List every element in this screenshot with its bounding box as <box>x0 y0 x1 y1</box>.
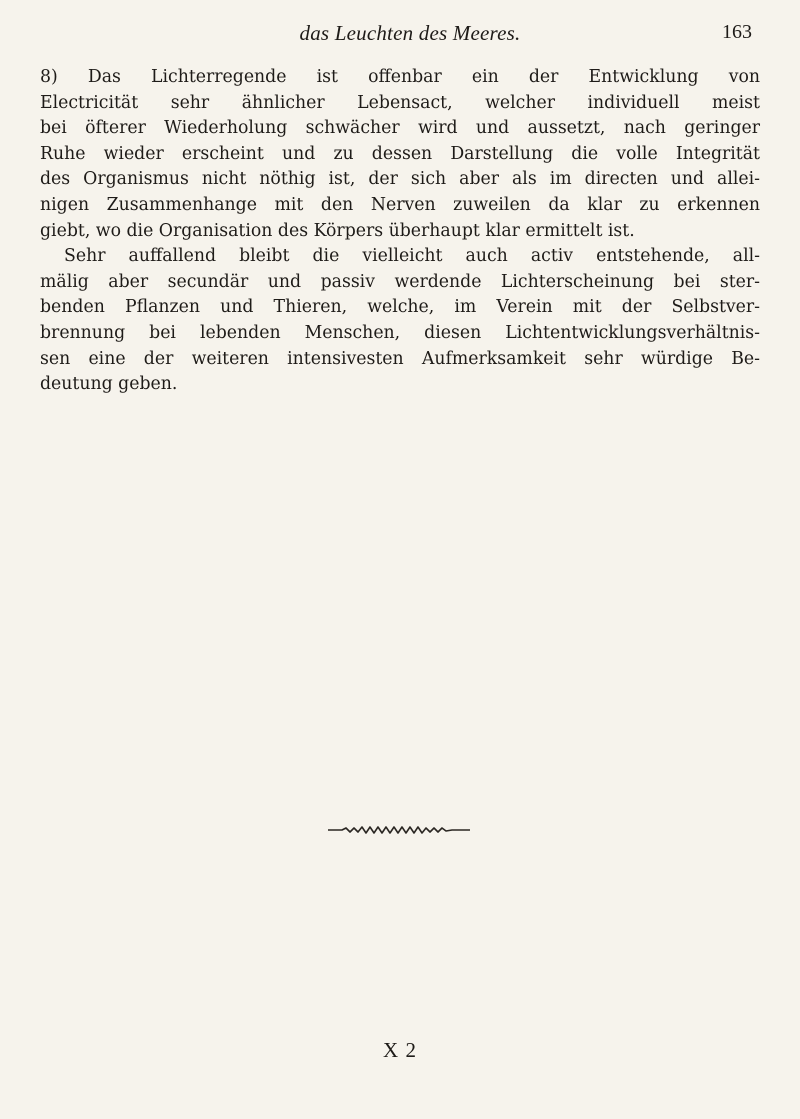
body-text <box>40 65 760 398</box>
text-line: des Organismus nicht nöthig ist, der sich aber als im directen und allei- <box>40 169 760 190</box>
text-line: Ruhe wieder erscheint und zu dessen Darstellung die volle Integrität <box>40 143 760 164</box>
text-line: deutung geben. <box>40 374 178 395</box>
running-head <box>60 21 760 47</box>
text-line: 8) Das Lichterregende ist offenbar ein der Entwicklung von <box>40 67 760 87</box>
text-line: Electricität sehr ähnlicher Lebensact, welcher individuell meist <box>40 92 760 113</box>
text-line: benden Pflanzen und Thieren, welche, im Verein mit der Selbstver- <box>40 297 760 318</box>
text-line: nigen Zusammenhange mit den Nerven zuweilen da klar zu erkennen <box>40 194 760 215</box>
text-line: bei öfterer Wiederholung schwächer wird und aussetzt, nach geringer <box>40 118 760 139</box>
text-line: mälig aber secundär und passiv werdende Lichterscheinung bei ster- <box>40 271 760 292</box>
text-line: brennung bei lebenden Menschen, diesen Lichtentwicklungsverhältnis- <box>40 322 760 343</box>
page-number: 163 <box>722 21 752 43</box>
decorative-rule-ornament <box>328 825 470 835</box>
running-title: das Leuchten des Meeres. <box>299 21 521 45</box>
text-line: giebt, wo die Organisation des Körpers überhaupt klar ermittelt ist. <box>40 220 635 241</box>
text-line: Sehr auffallend bleibt die vielleicht auch activ entstehende, all- <box>64 246 760 267</box>
signature-mark: X 2 <box>383 1038 417 1062</box>
text-line: sen eine der weiteren intensivesten Aufmerksamkeit sehr würdige Be- <box>40 348 760 369</box>
